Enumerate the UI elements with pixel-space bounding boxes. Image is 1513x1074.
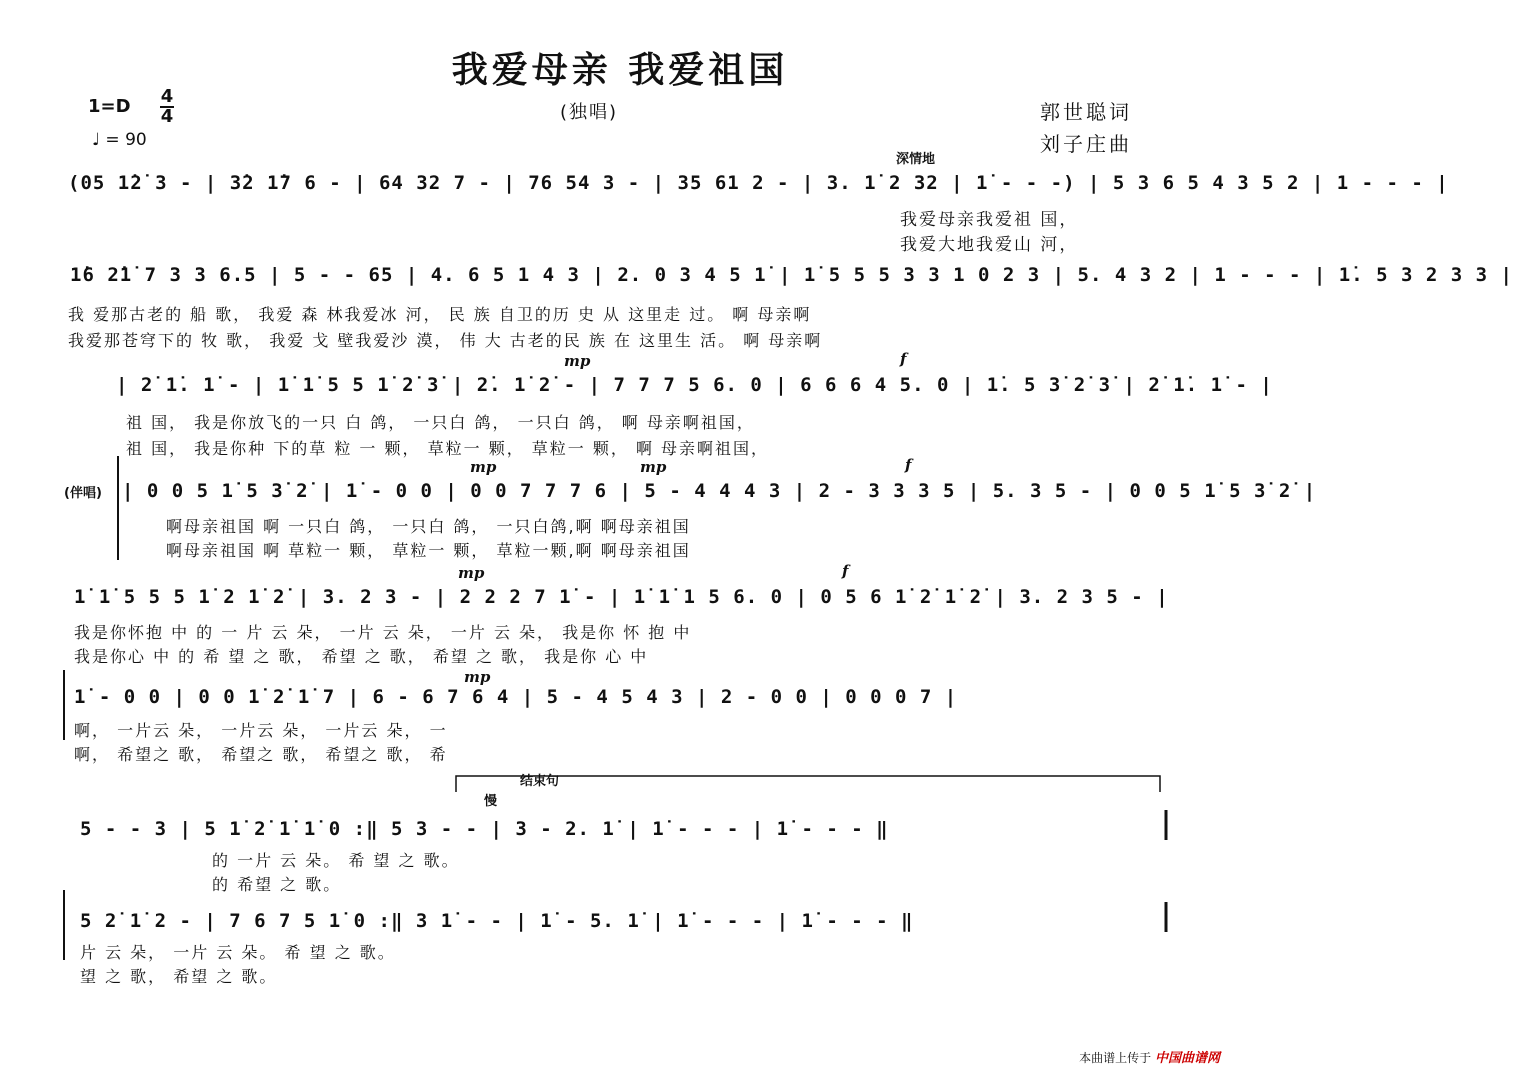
notation-row-7: 5 - - 3 | 5 1̇ 2̇ 1̇ 1̇ 0 :‖ 5 3 - - | 3 - 2. 1̇ | 1̇ - - - | 1̇ - - - ‖ xyxy=(80,818,889,840)
notation-row-8: 5 2̇ 1̇ 2 - | 7 6 7 5 1̇ 0 :‖ 3 1̇ - - | 1̇ - 5. 1̇ | 1̇ - - - | 1̇ - - - ‖ xyxy=(80,910,914,932)
notation-row-1: (05 1̇2̇ 3 - | 3̇2 1̇7 6 - | 64 32 7 - | 76 54 3 - | 35 61 2 - | 3. 1̇ 2 32 | 1̇ - - -) | 5 3 6 5 4 3 5 2 | 1 - - - | xyxy=(68,172,1449,194)
page-title: 我爱母亲 我爱祖国 xyxy=(451,50,789,91)
key-signature: 1=D xyxy=(88,96,131,117)
time-denominator: 4 xyxy=(160,106,174,127)
dynamic-f: f xyxy=(842,562,849,580)
lyric-row-4-verse-2: 啊母亲祖国 啊 草粒一 颗， 草粒一 颗， 草粒一颗,啊 啊母亲祖国 xyxy=(166,541,691,560)
lyric-row-3-verse-1: 祖 国， 我是你放飞的一只 白 鸽， 一只白 鸽， 一只白 鸽， 啊 母亲啊祖国， xyxy=(126,413,755,432)
lyric-row-6-verse-1: 啊， 一片云 朵， 一片云 朵， 一片云 朵， 一 xyxy=(74,721,448,740)
lyric-row-3-verse-2: 祖 国， 我是你种 下的草 粒 一 颗， 草粒一 颗， 草粒一 颗， 啊 母亲啊祖国， xyxy=(126,439,770,458)
tempo-mark: ♩ = 90 xyxy=(92,130,147,150)
duet-label: (伴唱) xyxy=(64,486,102,501)
lyric-row-8-verse-1: 片 云 朵， 一片 云 朵。 希 望 之 歌。 xyxy=(80,943,396,962)
dynamic-f: f xyxy=(905,456,912,474)
notation-row-6: 1̇ - 0 0 | 0 0 1̇ 2̇ 1̇ 7 | 6 - 6 7 6 4 | 5 - 4 5 4 3 | 2 - 0 0 | 0 0 0 7 | xyxy=(74,686,958,708)
ending-bracket xyxy=(456,776,1160,792)
lyric-row-2-verse-1: 我 爱那古老的 船 歌， 我爱 森 林我爱冰 河， 民 族 自卫的历 史 从 这里走 过。 啊 母亲啊 xyxy=(68,305,812,324)
time-numerator: 4 xyxy=(160,86,174,107)
dynamic-mp: mp xyxy=(470,458,497,476)
dynamic-mp: mp xyxy=(458,564,485,582)
lyric-row-8-verse-2: 望 之 歌， 希望 之 歌。 xyxy=(80,967,278,986)
dynamic-mp: mp xyxy=(564,352,591,370)
lyric-row-4-verse-1: 啊母亲祖国 啊 一只白 鸽， 一只白 鸽， 一只白鸽,啊 啊母亲祖国 xyxy=(166,517,691,536)
ending-label: 结束句 xyxy=(520,774,560,789)
lyric-row-5-verse-2: 我是你心 中 的 希 望 之 歌， 希望 之 歌， 希望 之 歌， 我是你 心 中 xyxy=(74,647,649,666)
lyric-row-6-verse-2: 啊， 希望之 歌， 希望之 歌， 希望之 歌， 希 xyxy=(74,745,448,764)
notation-row-5: 1̇ 1̇ 5 5 5 1̇ 2 1̇ 2̇ | 3. 2 3 - | 2 2 2 7 1̇ - | 1̇ 1̇ 1 5 6. 0 | 0 5 6 1̇ 2̇ 1̇ 2̇ | 3. 2 3 5 - | xyxy=(74,586,1169,608)
notation-row-2: 1̇6 2̇1̇ 7 3 3 6.5 | 5 - - 65 | 4. 6 5 1 4 3 | 2. 0 3 4 5 1̇ | 1̇ 5 5 5 3 3 1 0 2 3 | 5. 4 3 2 | 1 - - - | 1̇. 5 3 2 3 3 | xyxy=(70,264,1513,286)
composer-credit: 刘子庄曲 xyxy=(1040,132,1132,156)
dynamic-mp: mp xyxy=(464,668,491,686)
footer-logo[interactable]: 中国曲谱网 xyxy=(1154,1051,1220,1066)
notation-row-3: | 2̇ 1̇. 1̇ - | 1̇ 1̇ 5 5 1̇ 2̇ 3̇ | 2̇. 1̇ 2̇ - | 7 7 7 5 6. 0 | 6 6 6 4 5. 0 | 1̇. 5 3̇ 2̇ 3̇ | 2̇ 1̇. 1̇ - | xyxy=(116,374,1273,396)
lyricist-credit: 郭世聪词 xyxy=(1040,100,1132,124)
subtitle: (独唱) xyxy=(560,102,619,123)
expression-mark: 深情地 xyxy=(896,152,936,167)
lyric-row-1-verse-1: 我爱母亲我爱祖 国， xyxy=(900,210,1079,230)
lyric-row-2-verse-2: 我爱那苍穹下的 牧 歌， 我爱 戈 壁我爱沙 漠， 伟 大 古老的民 族 在 这里生 活。 啊 母亲啊 xyxy=(68,331,823,350)
footer xyxy=(1079,1047,1220,1066)
footer-text: 本曲谱上传于 xyxy=(1079,1051,1152,1065)
lyric-row-1-verse-2: 我爱大地我爱山 河， xyxy=(900,235,1079,255)
dynamic-f: f xyxy=(900,350,907,368)
lyric-row-7-verse-2: 的 希望 之 歌。 xyxy=(212,875,342,894)
slow-mark: 慢 xyxy=(484,794,498,809)
lyric-row-5-verse-1: 我是你怀抱 中 的 一 片 云 朵， 一片 云 朵， 一片 云 朵， 我是你 怀 抱 中 xyxy=(74,623,692,642)
dynamic-mp: mp xyxy=(640,458,667,476)
notation-row-4: | 0 0 5 1̇ 5 3̇ 2̇ | 1̇ - 0 0 | 0 0 7 7 7 6 | 5 - 4 4 4 3 | 2 - 3 3 3 5 | 5. 3 5 - | 0 0 5 1̇ 5 3̇ 2̇ | xyxy=(122,480,1317,502)
lyric-row-7-verse-1: 的 一片 云 朵。 希 望 之 歌。 xyxy=(212,851,460,870)
